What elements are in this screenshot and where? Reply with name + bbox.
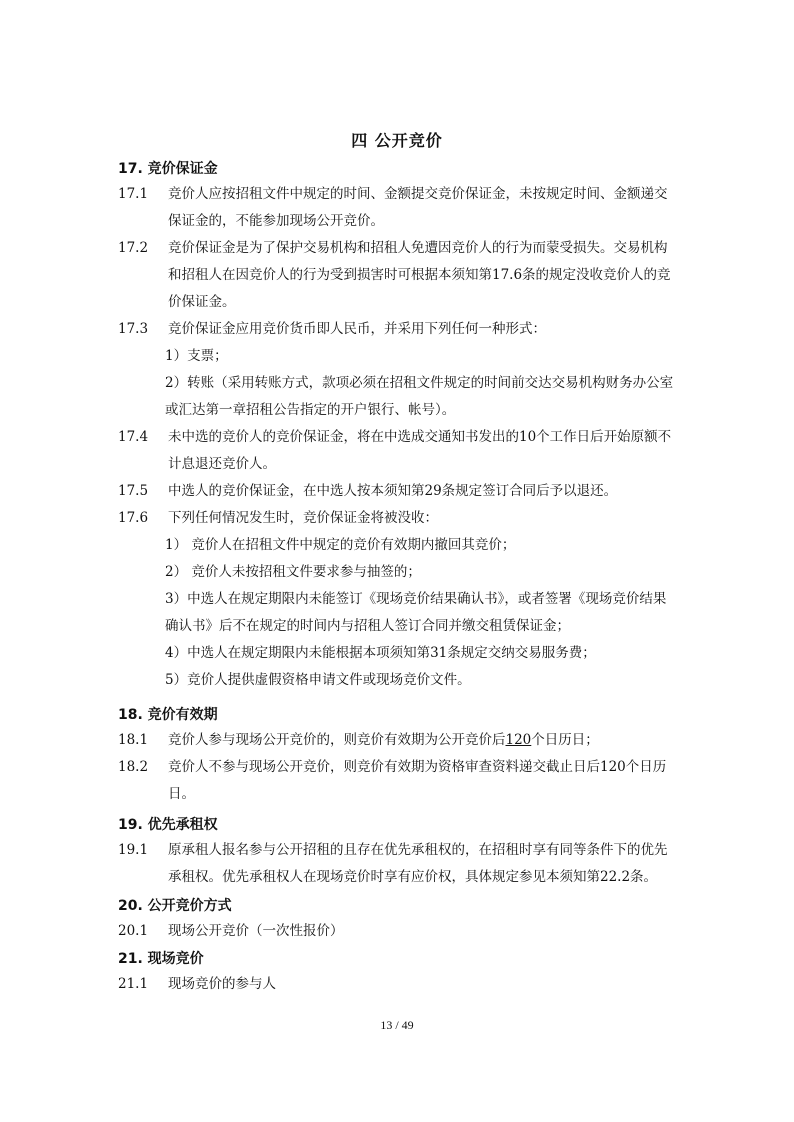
list-item: 1）支票； <box>165 348 228 364</box>
clause-number: 19.1 <box>118 842 149 858</box>
clause-number: 18.1 <box>118 732 149 748</box>
clause-text: 现场公开竞价（一次性报价） <box>168 923 344 939</box>
clause-text <box>168 727 678 754</box>
list-item: 2） 竞价人未按招租文件要求参与抽签的； <box>165 564 421 580</box>
clause-18-2 <box>118 754 678 808</box>
clause-17-4 <box>118 424 678 478</box>
clause-text: 竞价人不参与现场公开竞价，则竞价有效期为资格审查资料递交截止日后120个日历日。 <box>168 759 667 802</box>
clause-text-after: 个日历日； <box>531 732 599 748</box>
page-number: 13 / 49 <box>380 1018 414 1032</box>
clause-text-before: 竞价人参与现场公开竞价的，则竞价有效期为公开竞价后 <box>168 732 506 748</box>
clause-text: 竞价保证金是为了保护交易机构和招租人免遭因竞价人的行为而蒙受损失。交易机构和招租人在因竞价人的行为受到损害时可根据本须知第17.6条的规定没收竞价人的竞价保证金。 <box>168 240 671 310</box>
clause-number: 17.3 <box>118 321 149 337</box>
clause-number: 20.1 <box>118 923 149 939</box>
clause-number: 17.4 <box>118 429 149 445</box>
list-item: 5）竞价人提供虚假资格申请文件或现场竞价文件。 <box>165 672 471 688</box>
list-item: 4）中选人在规定期限内未能根据本项须知第31条规定交纳交易服务费； <box>165 645 596 661</box>
underlined-days: 120 <box>505 732 532 748</box>
clause-19-1 <box>118 837 678 891</box>
section-18-title: 18. 竞价有效期 <box>118 707 218 723</box>
section-21-title: 21. 现场竞价 <box>118 951 204 967</box>
clause-number: 17.5 <box>118 483 149 499</box>
clause-17-5 <box>118 478 678 505</box>
clause-text: 竞价人应按招租文件中规定的时间、金额提交竞价保证金，未按规定时间、金额递交保证金的，不能参加现场公开竞价。 <box>168 186 668 229</box>
list-item: 2）转账（采用转账方式，款项必须在招租文件规定的时间前交达交易机构财务办公室或汇达第一章招租公告指定的开户银行、帐号）。 <box>165 375 674 418</box>
clause-text: 竞价保证金应用竞价货币即人民币，并采用下列任何一种形式： <box>168 321 546 337</box>
clause-20-1 <box>118 918 678 945</box>
clause-number: 17.6 <box>118 510 149 526</box>
clause-21-1 <box>118 971 678 998</box>
clause-text: 现场竞价的参与人 <box>168 976 276 992</box>
clause-18-1 <box>118 727 678 754</box>
clause-number: 18.2 <box>118 759 149 775</box>
clause-text: 中选人的竞价保证金，在中选人按本须知第29条规定签订合同后予以退还。 <box>168 483 618 499</box>
section-19-title: 19. 优先承租权 <box>118 817 218 833</box>
list-item: 3）中选人在规定期限内未能签订《现场竞价结果确认书》，或者签署《现场竞价结果确认书》后不在规定的时间内与招租人签订合同并缴交租赁保证金； <box>165 591 667 634</box>
chapter-title: 四 公开竞价 <box>351 131 443 150</box>
clause-17-3 <box>118 316 678 343</box>
section-17-title: 17. 竞价保证金 <box>118 161 218 177</box>
clause-text: 原承租人报名参与公开招租的且存在优先承租权的，在招租时享有同等条件下的优先承租权。优先承租权人在现场竞价时享有应价权，具体规定参见本须知第22.2条。 <box>168 842 668 885</box>
clause-text: 未中选的竞价人的竞价保证金，将在中选成交通知书发出的10个工作日后开始原额不计息退还竞价人。 <box>168 429 672 472</box>
clause-text: 下列任何情况发生时，竞价保证金将被没收： <box>168 510 438 526</box>
clause-number: 17.1 <box>118 186 149 202</box>
clause-17-1 <box>118 181 678 235</box>
clause-number: 17.2 <box>118 240 149 256</box>
clause-number: 21.1 <box>118 976 149 992</box>
list-item: 1） 竞价人在招租文件中规定的竞价有效期内撤回其竞价； <box>165 537 516 553</box>
clause-17-2 <box>118 235 678 316</box>
clause-17-6 <box>118 505 678 532</box>
section-20-title: 20. 公开竞价方式 <box>118 898 232 914</box>
